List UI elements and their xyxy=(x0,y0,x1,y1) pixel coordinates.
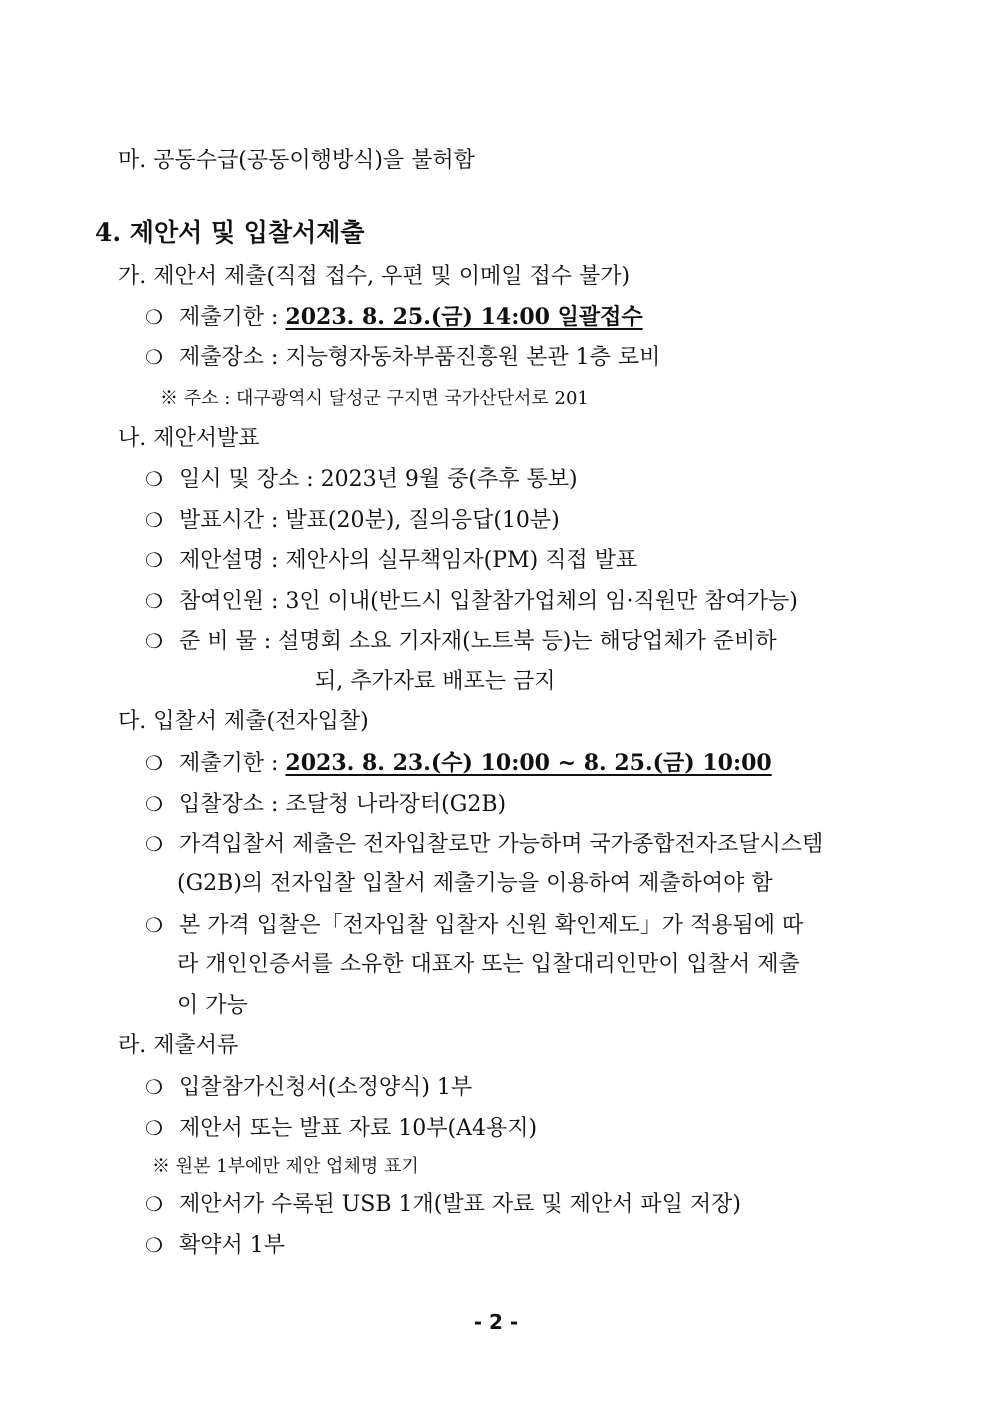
bullet-icon: ❍ xyxy=(145,792,163,816)
ga-deadline-value: 2023. 8. 25.(금) 14:00 일괄접수 xyxy=(285,304,643,330)
bullet-icon: ❍ xyxy=(145,305,163,329)
na-item-time xyxy=(145,505,560,536)
ra-item-pledge xyxy=(145,1230,285,1261)
na-item-text: 발표시간 : 발표(20분), 질의응답(10분) xyxy=(179,508,560,533)
da-cert-cont2: 이 가능 xyxy=(177,993,248,1018)
ra-note: ※ 원본 1부에만 제안 업체명 표기 xyxy=(152,1156,419,1177)
bullet-icon: ❍ xyxy=(145,1075,163,1099)
section-4-title: 4. 제안서 및 입찰서제출 xyxy=(95,218,365,247)
na-item-text: 일시 및 장소 : 2023년 9월 중(추후 통보) xyxy=(179,467,578,492)
na-item-equipment xyxy=(145,626,777,657)
bullet-icon: ❍ xyxy=(145,1192,163,1216)
na-item-equipment-cont: 되, 추가자료 배포는 금지 xyxy=(315,669,556,694)
na-item-attendees xyxy=(145,586,798,617)
bullet-icon: ❍ xyxy=(145,345,163,369)
ga-heading: 가. 제안서 제출(직접 접수, 우편 및 이메일 접수 불가) xyxy=(118,264,631,289)
da-cert xyxy=(145,910,803,941)
da-heading: 다. 입찰서 제출(전자입찰) xyxy=(118,709,369,734)
ra-item-text: 제안서가 수록된 USB 1개(발표 자료 및 제안서 파일 저장) xyxy=(179,1192,741,1217)
bullet-icon: ❍ xyxy=(145,508,163,532)
da-deadline xyxy=(145,748,772,779)
ga-deadline-label: 제출기한 : xyxy=(179,305,286,330)
na-item-text: 제안설명 : 제안사의 실무책임자(PM) 직접 발표 xyxy=(179,548,638,573)
ra-item-text: 확약서 1부 xyxy=(179,1233,285,1258)
da-g2b-line1: 가격입찰서 제출은 전자입찰로만 가능하며 국가종합전자조달시스템 xyxy=(179,832,824,857)
ra-item-text: 제안서 또는 발표 자료 10부(A4용지) xyxy=(179,1116,538,1141)
ga-place-text: 제출장소 : 지능형자동차부품진흥원 본관 1층 로비 xyxy=(179,345,661,370)
na-item-presenter xyxy=(145,545,637,576)
ra-item-application xyxy=(145,1072,472,1103)
ga-address-note: ※ 주소 : 대구광역시 달성군 구지면 국가산단서로 201 xyxy=(160,388,589,409)
ra-item-text: 입찰참가신청서(소정양식) 1부 xyxy=(179,1075,473,1100)
ra-heading: 라. 제출서류 xyxy=(118,1033,239,1058)
bullet-icon: ❍ xyxy=(145,589,163,613)
da-g2b xyxy=(145,829,823,860)
da-g2b-cont: (G2B)의 전자입찰 입찰서 제출기능을 이용하여 제출하여야 함 xyxy=(177,871,773,896)
da-place xyxy=(145,789,506,820)
da-cert-cont1: 라 개인인증서를 소유한 대표자 또는 입찰대리인만이 입찰서 제출 xyxy=(177,952,800,977)
bullet-icon: ❍ xyxy=(145,548,163,572)
na-item-text: 준 비 물 : 설명회 소요 기자재(노트북 등)는 해당업체가 준비하 xyxy=(179,629,777,654)
da-cert-line1: 본 가격 입찰은「전자입찰 입찰자 신원 확인제도」가 적용됨에 따 xyxy=(179,913,804,938)
ga-deadline xyxy=(145,302,643,333)
bullet-icon: ❍ xyxy=(145,1233,163,1257)
bullet-icon: ❍ xyxy=(145,832,163,856)
da-place-text: 입찰장소 : 조달청 나라장터(G2B) xyxy=(179,792,507,817)
ga-place xyxy=(145,342,660,373)
item-ma-joint-supply: 마. 공동수급(공동이행방식)을 불허함 xyxy=(118,148,475,173)
page-number: - 2 - xyxy=(473,1310,519,1334)
ra-item-usb xyxy=(145,1189,741,1220)
bullet-icon: ❍ xyxy=(145,629,163,653)
da-deadline-label: 제출기한 : xyxy=(179,751,286,776)
da-deadline-value: 2023. 8. 23.(수) 10:00 ~ 8. 25.(금) 10:00 xyxy=(285,750,772,776)
na-item-schedule xyxy=(145,464,578,495)
bullet-icon: ❍ xyxy=(145,751,163,775)
bullet-icon: ❍ xyxy=(145,1116,163,1140)
ra-item-proposal xyxy=(145,1113,537,1144)
bullet-icon: ❍ xyxy=(145,467,163,491)
bullet-icon: ❍ xyxy=(145,913,163,937)
na-heading: 나. 제안서발표 xyxy=(118,426,260,451)
na-item-text: 참여인원 : 3인 이내(반드시 입찰참가업체의 임·직원만 참여가능) xyxy=(179,589,798,614)
